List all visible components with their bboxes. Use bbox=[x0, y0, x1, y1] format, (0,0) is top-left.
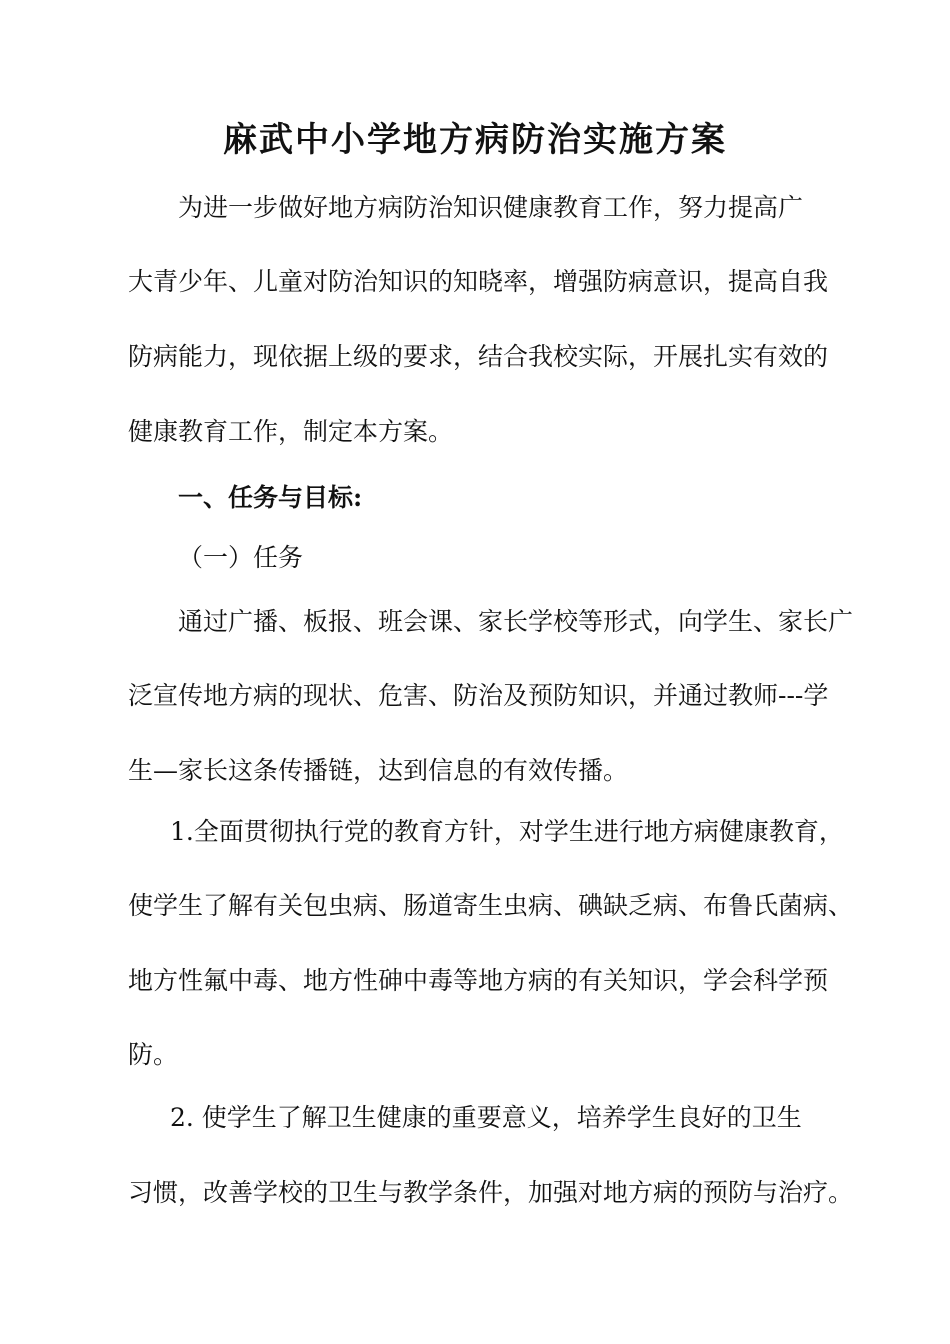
paragraph-line: 健康教育工作，制定本方案。 bbox=[128, 417, 454, 446]
paragraph-line: 防病能力，现依据上级的要求，结合我校实际，开展扎实有效的 bbox=[128, 342, 829, 371]
paragraph-line: 地方性氟中毒、地方性砷中毒等地方病的有关知识，学会科学预 bbox=[128, 966, 829, 995]
paragraph-line: 防。 bbox=[128, 1040, 179, 1069]
paragraph-line: 大青少年、儿童对防治知识的知晓率，增强防病意识，提高自我 bbox=[128, 267, 829, 296]
subsection-heading: （一）任务 bbox=[178, 543, 304, 572]
paragraph-line: 使学生了解有关包虫病、肠道寄生虫病、碘缺乏病、布鲁氏菌病、 bbox=[128, 891, 854, 920]
paragraph-line: 1.全面贯彻执行党的教育方针，对学生进行地方病健康教育， bbox=[170, 817, 844, 846]
document-title: 麻武中小学地方病防治实施方案 bbox=[223, 120, 727, 160]
paragraph-line: 通过广播、板报、班会课、家长学校等形式，向学生、家长广 bbox=[178, 607, 854, 636]
paragraph-line: 为进一步做好地方病防治知识健康教育工作，努力提高广 bbox=[178, 193, 804, 222]
paragraph-line: 2. 使学生了解卫生健康的重要意义，培养学生良好的卫生 bbox=[170, 1103, 802, 1132]
paragraph-line: 泛宣传地方病的现状、危害、防治及预防知识，并通过教师---学 bbox=[128, 681, 829, 710]
paragraph-line: 生—家长这条传播链，达到信息的有效传播。 bbox=[128, 756, 629, 785]
section-heading: 一、任务与目标: bbox=[178, 483, 363, 512]
paragraph-line: 习惯，改善学校的卫生与教学条件，加强对地方病的预防与治疗。 bbox=[128, 1178, 854, 1207]
